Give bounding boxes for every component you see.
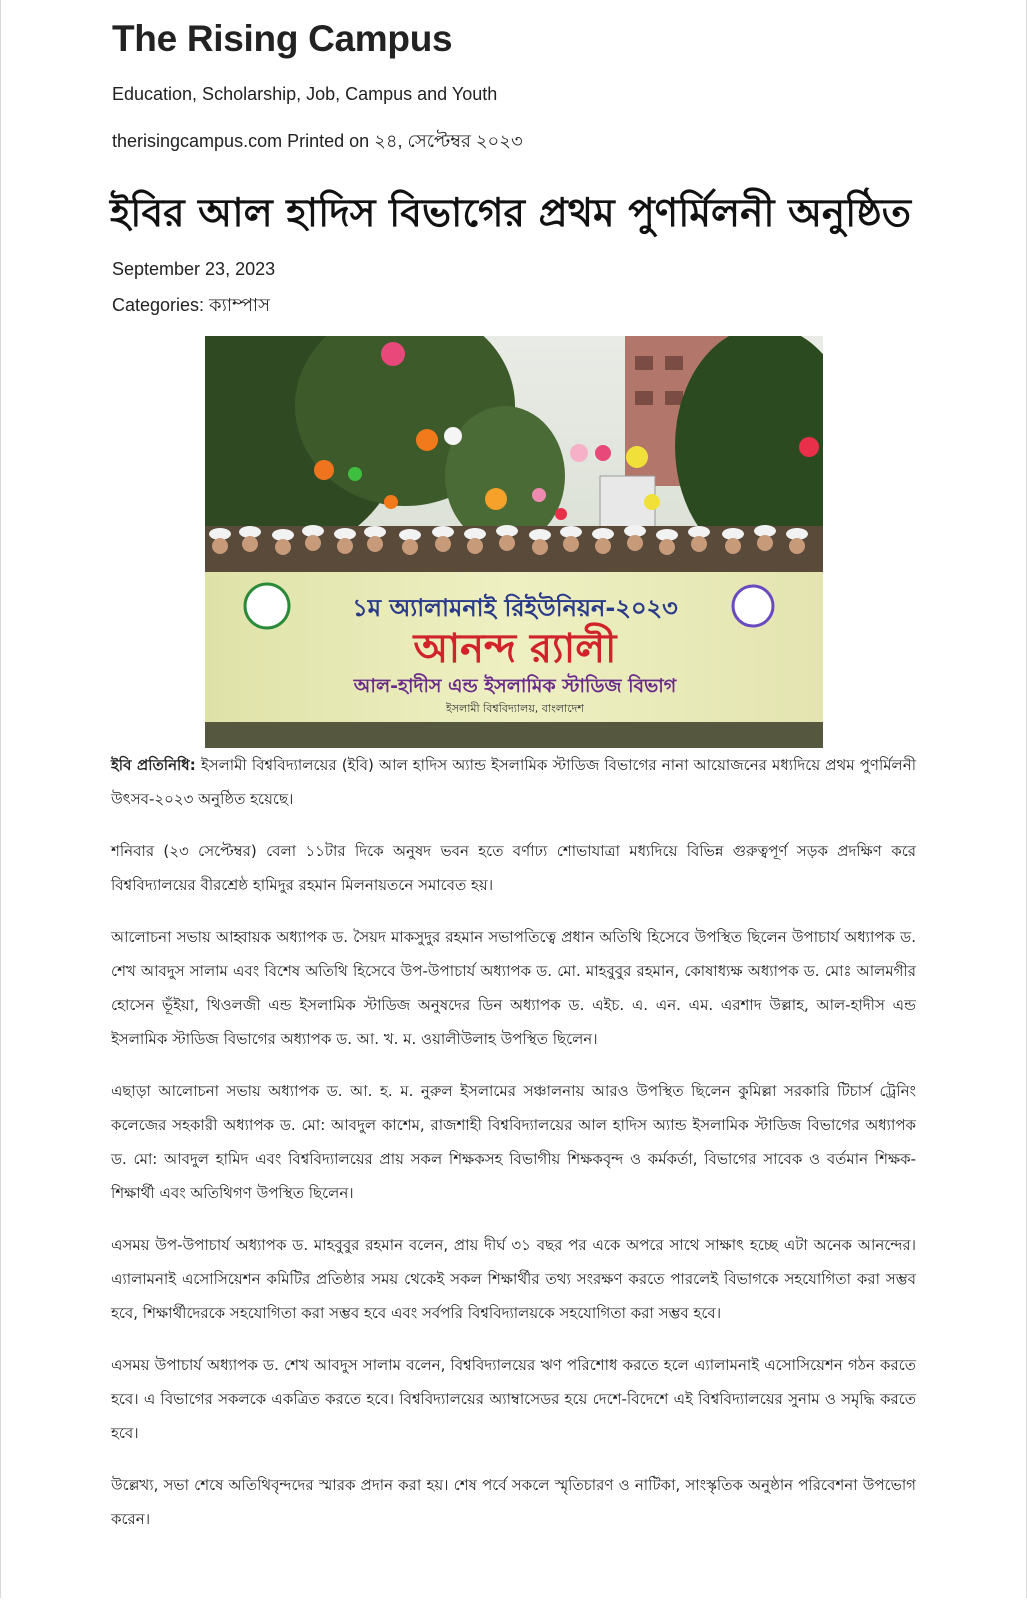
article-date: September 23, 2023 (112, 259, 276, 279)
banner-line2: আনন্দ র‍্যালী (413, 626, 617, 672)
paragraph-2: আলোচনা সভায় আহ্বায়ক অধ্যাপক ড. সৈয়দ মাকসুদুর রহমান সভাপতিত্বে প্রধান অতিথি হিসেবে উপস্থিত ছিলেন উপাচার্য অধ্যাপক ড. শেখ আবদুস সালাম এবং বিশেষ অতিথি হিসেবে উপ-উপাচার্য অধ্যাপক ড. মো. মাহবুবুর রহমান, কোষাধ্যক্ষ অধ্যাপক ড. মোঃ আলমগীর হোসেন ভূঁইয়া, থিওলজী এন্ড ইসলামিক স্টাডিজ অনুষদের ডিন অধ্যাপক ড. এইচ. এ. এন. এম. এরশাদ উল্লাহ, আল-হাদীস এন্ড ইসলামিক স্টাডিজ বিভাগের অধ্যাপক ড. আ. খ. ম. ওয়ালীউলাহ উপস্থিত ছিলেন। (111, 928, 916, 1048)
banner-line1: ১ম অ্যালামনাই রিইউনিয়ন-২০২৩ (352, 594, 678, 622)
site-tagline: Education, Scholarship, Job, Campus and Youth (112, 84, 498, 104)
lead-paragraph (111, 748, 916, 816)
lead-label: ইবি প্রতিনিধি: (111, 756, 196, 774)
article-categories: Categories: ক্যাম্পাস (112, 295, 271, 315)
paragraph-4: এসময় উপ-উপাচার্য অধ্যাপক ড. মাহবুবুর রহমান বলেন, প্রায় দীর্ঘ ৩১ বছর পর একে অপরে সাথে সাক্ষাৎ হচ্ছে এটা অনেক আনন্দের। এ্যালামনাই এসোসিয়েশন কমিটির প্রতিষ্ঠার সময় থেকেই সকল শিক্ষার্থীর তথ্য সংরক্ষণ করতে পারলেই বিভাগকে সহযোগিতা করা সম্ভব হবে, শিক্ষার্থীদেরকে সহযোগিতা করা সম্ভব হবে এবং সর্বপরি বিশ্ববিদ্যালয়কে সহযোগিতা করা সম্ভব হবে। (111, 1236, 916, 1322)
banner-line4: ইসলামী বিশ্ববিদ্যালয়, বাংলাদেশ (446, 702, 584, 715)
paragraph-6: উল্লেখ্য, সভা শেষে অতিথিবৃন্দদের স্মারক প্রদান করা হয়। শেষ পর্বে সকলে স্মৃতিচারণ ও নাটিকা, সাংস্কৃতিক অনুষ্ঠান পরিবেশনা উপভোগ করেন। (111, 1476, 916, 1528)
article-photo (205, 336, 823, 748)
article-headline: ইবির আল হাদিস বিভাগের প্রথম পুণর্মিলনী অনুষ্ঠিত (110, 191, 912, 236)
lead-text: ইসলামী বিশ্ববিদ্যালয়ের (ইবি) আল হাদিস অ্যান্ড ইসলামিক স্টাডিজ বিভাগের নানা আয়োজনের মধ্যদিয়ে প্রথম পুণর্মিলনী উৎসব-২০২৩ অনুষ্ঠিত হয়েছে। (111, 756, 916, 808)
article-body (111, 748, 916, 1554)
site-title: The Rising Campus (112, 18, 453, 59)
paragraph-5: এসময় উপাচার্য অধ্যাপক ড. শেখ আবদুস সালাম বলেন, বিশ্ববিদ্যালয়ের ঋণ পরিশোধ করতে হলে এ্যালামনাই এসোসিয়েশন গঠন করতে হবে। এ বিভাগের সকলকে একত্রিত করতে হবে। বিশ্ববিদ্যালয়ের অ্যাম্বাসেডর হয়ে দেশে-বিদেশে এই বিশ্ববিদ্যালয়ের সুনাম ও সমৃদ্ধি করতে হবে। (111, 1356, 916, 1442)
paragraph-1: শনিবার (২৩ সেপ্টেম্বর) বেলা ১১টার দিকে অনুষদ ভবন হতে বর্ণাঢ্য শোভাযাত্রা মধ্যদিয়ে বিভিন্ন গুরুত্বপূর্ণ সড়ক প্রদক্ষিণ করে বিশ্ববিদ্যালয়ের বীরশ্রেষ্ঠ হামিদুর রহমান মিলনায়তনে সমাবেত হয়। (111, 842, 916, 894)
printed-line: therisingcampus.com Printed on ২৪, সেপ্টেম্বর ২০২৩ (112, 131, 523, 151)
banner-line3: আল-হাদীস এন্ড ইসলামিক স্টাডিজ বিভাগ (353, 675, 677, 697)
paragraph-3: এছাড়া আলোচনা সভায় অধ্যাপক ড. আ. হ. ম. নুরুল ইসলামের সঞ্চালনায় আরও উপস্থিত ছিলেন কুমিল্লা সরকারি টিচার্স ট্রেনিং কলেজের সহকারী অধ্যাপক ড. মো: আবদুল কাশেম, রাজশাহী বিশ্ববিদ্যালয়ের আল হাদিস অ্যান্ড ইসলামিক স্টাডিজ বিভাগের অধ্যাপক ড. মো: আবদুল হামিদ এবং বিশ্ববিদ্যালয়ের প্রায় সকল শিক্ষকসহ বিভাগীয় শিক্ষকবৃন্দ ও কর্মকর্তা, বিভাগের সাবেক ও বর্তমান শিক্ষক-শিক্ষার্থী এবং অতিথিগণ উপস্থিত ছিলেন। (111, 1082, 916, 1202)
